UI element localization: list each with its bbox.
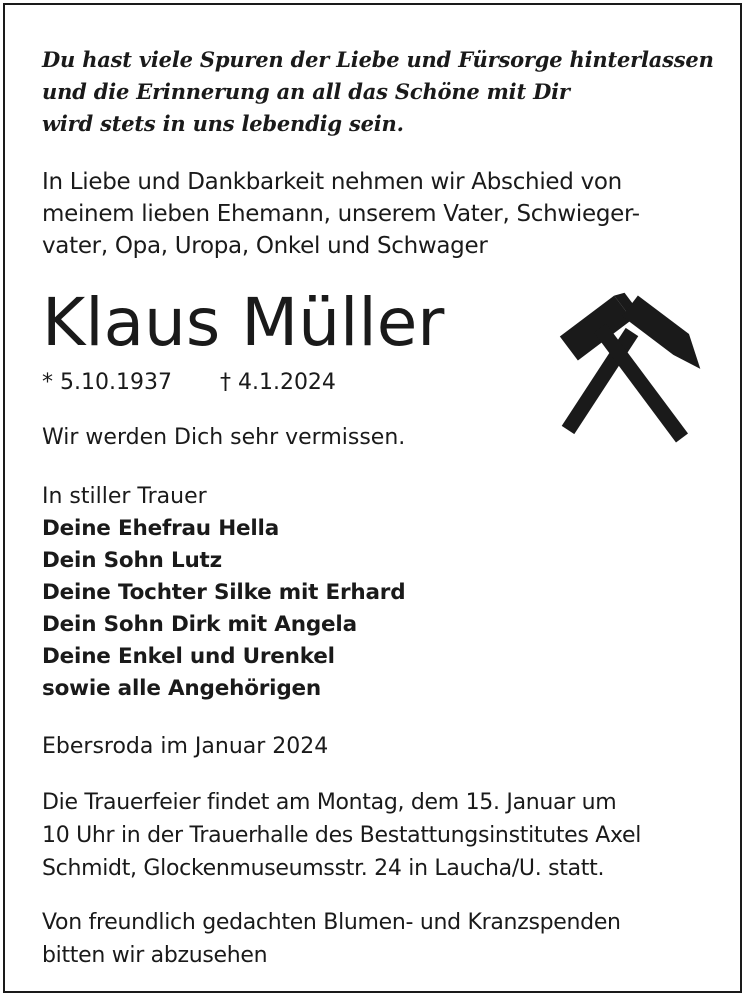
mourner-name: Deine Tochter Silke mit Erhard [42, 580, 406, 605]
life-dates [42, 368, 336, 398]
motto-line: und die Erinnerung an all das Schöne mit Dir [42, 79, 570, 104]
farewell-intro [42, 166, 640, 262]
hammer-and-pick-icon [532, 290, 710, 448]
ceremony-line: Schmidt, Glockenmuseumsstr. 24 in Laucha/U. statt. [42, 856, 605, 881]
flowers-notice [42, 906, 621, 972]
mourners-list [42, 481, 405, 705]
mourner-name: Deine Ehefrau Hella [42, 516, 280, 541]
mourners-heading: In stiller Trauer [42, 484, 207, 509]
birth-date: * 5.10.1937 [42, 370, 172, 395]
death-date: † 4.1.2024 [219, 370, 336, 395]
intro-line: vater, Opa, Uropa, Onkel und Schwager [42, 233, 488, 259]
missed-phrase: Wir werden Dich sehr vermissen. [42, 425, 406, 450]
ceremony-line: 10 Uhr in der Trauerhalle des Bestattungsinstitutes Axel [42, 823, 642, 848]
motto-line: wird stets in uns lebendig sein. [42, 111, 404, 136]
flowers-line: Von freundlich gedachten Blumen- und Kranzspenden [42, 910, 621, 935]
mourner-name: Deine Enkel und Urenkel [42, 644, 335, 669]
ceremony-line: Die Trauerfeier findet am Montag, dem 15. Januar um [42, 790, 617, 815]
place-and-date: Ebersroda im Januar 2024 [42, 734, 329, 759]
memorial-motto [42, 44, 714, 140]
funeral-ceremony-notice [42, 786, 641, 885]
mourner-name: Dein Sohn Lutz [42, 548, 222, 573]
mourner-name: sowie alle Angehörigen [42, 676, 322, 701]
motto-line: Du hast viele Spuren der Liebe und Fürsorge hinterlassen [42, 47, 714, 72]
deceased-name: Klaus Müller [42, 284, 445, 361]
mourner-name: Dein Sohn Dirk mit Angela [42, 612, 357, 637]
intro-line: In Liebe und Dankbarkeit nehmen wir Abschied von [42, 169, 622, 195]
flowers-line: bitten wir abzusehen [42, 943, 268, 968]
intro-line: meinem lieben Ehemann, unserem Vater, Schwieger- [42, 201, 640, 227]
